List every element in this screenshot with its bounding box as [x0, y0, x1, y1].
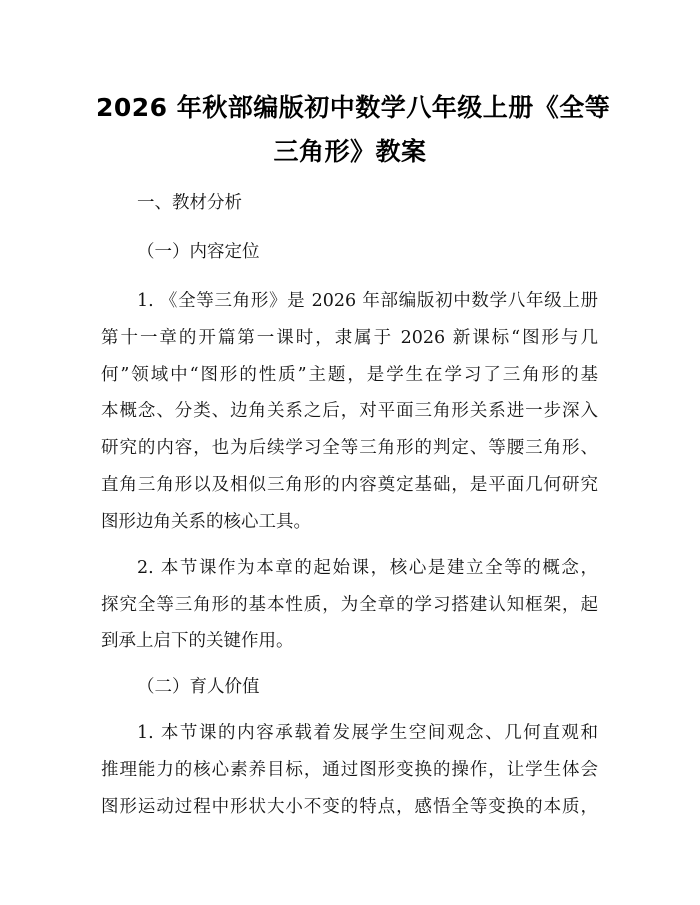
subsection-heading-content-position: （一）内容定位: [137, 242, 260, 262]
paragraph-3-line-1: 1. 本节课的内容承载着发展学生空间观念、几何直观和: [137, 723, 598, 743]
paragraph-1-line-2: 第十一章的开篇第一课时，隶属于 2026 新课标“图形与几: [101, 328, 598, 348]
paragraph-3-line-3: 图形运动过程中形状大小不变的特点，感悟全等变换的本质，: [101, 797, 598, 817]
paragraph-2-line-1: 2. 本节课作为本章的起始课，核心是建立全等的概念，: [137, 558, 598, 578]
paragraph-2-line-2: 探究全等三角形的基本性质，为全章的学习搭建认知框架，起: [101, 595, 598, 615]
paragraph-1-line-7: 图形边角关系的核心工具。: [101, 512, 311, 532]
subsection-heading-educational-value: （二）育人价值: [137, 677, 260, 697]
paragraph-1-line-6: 直角三角形以及相似三角形的内容奠定基础，是平面几何研究: [101, 475, 598, 495]
paragraph-2-line-3: 到承上启下的关键作用。: [101, 631, 294, 651]
paragraph-1-line-3: 何”领域中“图形的性质”主题，是学生在学习了三角形的基: [101, 365, 598, 385]
paragraph-1-line-5: 研究的内容，也为后续学习全等三角形的判定、等腰三角形、: [101, 438, 598, 458]
document-title-line-1: 2026 年秋部编版初中数学八年级上册《全等: [96, 93, 611, 122]
paragraph-1-line-4: 本概念、分类、边角关系之后，对平面三角形关系进一步深入: [101, 401, 598, 421]
paragraph-3-line-2: 推理能力的核心素养目标，通过图形变换的操作，让学生体会: [101, 760, 598, 780]
paragraph-1-line-1: 1. 《全等三角形》是 2026 年部编版初中数学八年级上册: [137, 291, 598, 311]
section-heading-materials-analysis: 一、教材分析: [137, 193, 242, 213]
document-title-line-2: 三角形》教案: [273, 137, 427, 166]
